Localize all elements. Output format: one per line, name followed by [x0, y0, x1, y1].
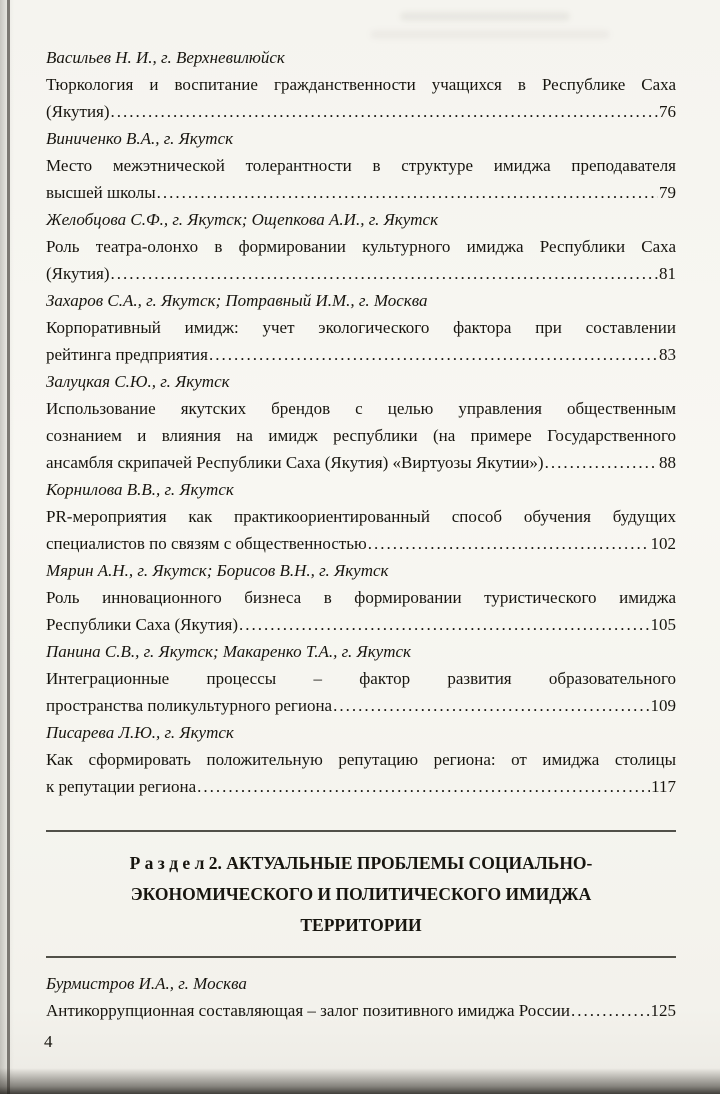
section-divider-bottom	[46, 956, 676, 958]
toc-entry-page-number: 105	[650, 615, 676, 634]
toc-entry	[46, 206, 676, 287]
section-heading-line: Р а з д е л 2. АКТУАЛЬНЫЕ ПРОБЛЕМЫ СОЦИАЛЬНО-	[129, 853, 593, 873]
section-heading-line: ТЕРРИТОРИИ	[300, 915, 422, 935]
toc-entry	[46, 368, 676, 476]
dot-leader	[333, 692, 649, 719]
toc-entry-title-last-line	[46, 179, 676, 206]
dot-leader	[545, 449, 658, 476]
toc-entry-authors: Васильев Н. И., г. Верхневилюйск	[46, 48, 285, 67]
toc-entry-page-number: 81	[659, 264, 676, 283]
toc-entry-title-line: Корпоративный имидж: учет экологического фактора при составлении	[46, 318, 676, 337]
toc-entry	[46, 44, 676, 125]
toc-entry-authors: Панина С.В., г. Якутск; Макаренко Т.А., г. Якутск	[46, 642, 411, 661]
section-heading-line: ЭКОНОМИЧЕСКОГО И ПОЛИТИЧЕСКОГО ИМИДЖА	[130, 884, 592, 904]
toc-entry-title-text: рейтинга предприятия	[46, 345, 208, 364]
toc-entry-authors: Корнилова В.В., г. Якутск	[46, 480, 234, 499]
page-number: 4	[44, 1032, 53, 1051]
toc-entry-title-line: Как сформировать положительную репутацию региона: от имиджа столицы	[46, 750, 676, 769]
scan-bleed-through	[400, 12, 570, 21]
toc-entry-title-last-line	[46, 98, 676, 125]
toc-entry	[46, 476, 676, 557]
toc-entry-title-line: Использование якутских брендов с целью управления общественным	[46, 399, 676, 418]
dot-leader	[111, 260, 658, 287]
toc-entry-title-last-line	[46, 692, 676, 719]
toc-entry-authors: Писарева Л.Ю., г. Якутск	[46, 723, 234, 742]
scan-bleed-through	[370, 30, 610, 39]
toc-entry-title-text: Антикоррупционная составляющая – залог позитивного имиджа России	[46, 1001, 570, 1020]
toc-entry-authors: Залуцкая С.Ю., г. Якутск	[46, 372, 230, 391]
section-divider-top	[46, 830, 676, 832]
toc-entry	[46, 970, 676, 1024]
toc-entry-title-line: Тюркология и воспитание гражданственности учащихся в Республике Саха	[46, 75, 676, 94]
toc-entry-title-last-line	[46, 449, 676, 476]
toc-entry	[46, 638, 676, 719]
toc-entry-page-number: 79	[659, 183, 676, 202]
toc-entry-title-line: PR-мероприятия как практикоориентированный способ обучения будущих	[46, 507, 676, 526]
dot-leader	[111, 98, 658, 125]
toc-entry	[46, 125, 676, 206]
toc-entry-page-number: 83	[659, 345, 676, 364]
toc-entry-title-line: Интеграционные процессы – фактор развития образовательного	[46, 669, 676, 688]
toc-entry-title-text: к репутации региона	[46, 777, 197, 796]
toc-entry-page-number: 102	[650, 534, 676, 553]
toc-entry-authors: Захаров С.А., г. Якутск; Потравный И.М., г. Москва	[46, 291, 428, 310]
dot-leader	[197, 773, 650, 800]
toc-entry	[46, 719, 676, 800]
dot-leader	[209, 341, 658, 368]
toc-page-content	[46, 44, 676, 1024]
toc-entry-title-text: специалистов по связям с общественностью	[46, 534, 367, 553]
toc-entry-title-text: пространства поликультурного региона	[46, 696, 333, 715]
toc-entry-authors: Мярин А.Н., г. Якутск; Борисов В.Н., г. Якутск	[46, 561, 389, 580]
toc-entry-title-last-line	[46, 341, 676, 368]
toc-entry-title-line: сознанием и влияния на имидж республики (на примере Государственного	[46, 426, 676, 445]
dot-leader	[157, 179, 658, 206]
toc-entry-title-text: (Якутия)	[46, 264, 110, 283]
section-2-entries	[46, 970, 676, 1024]
toc-entry-title-line: Место межэтнической толерантности в структуре имиджа преподавателя	[46, 156, 676, 175]
toc-entry-title-last-line	[46, 260, 676, 287]
toc-entry-title-last-line	[46, 530, 676, 557]
toc-entry-title-line: Роль театра-олонхо в формировании культурного имиджа Республики Саха	[46, 237, 676, 256]
dot-leader	[239, 611, 649, 638]
toc-entry-title-text: Республики Саха (Якутия)	[46, 615, 239, 634]
toc-entry-page-number: 125	[650, 1001, 676, 1020]
toc-entry-authors: Виниченко В.А., г. Якутск	[46, 129, 234, 148]
toc-entry-title-last-line	[46, 773, 676, 800]
dot-leader	[368, 530, 650, 557]
toc-entry-page-number: 117	[651, 777, 676, 796]
toc-entry-authors: Бурмистров И.А., г. Москва	[46, 974, 247, 993]
scan-edge-left	[7, 0, 10, 1094]
toc-entry-title-text: высшей школы	[46, 183, 156, 202]
toc-entry-page-number: 109	[650, 696, 676, 715]
toc-entry-title-line: Роль инновационного бизнеса в формировании туристического имиджа	[46, 588, 676, 607]
dot-leader	[571, 997, 650, 1024]
table-of-contents	[46, 44, 676, 800]
toc-entry-page-number: 76	[659, 102, 676, 121]
toc-entry-title-last-line	[46, 997, 676, 1024]
scan-edge-bottom	[0, 1068, 720, 1094]
toc-entry-page-number: 88	[659, 453, 676, 472]
toc-entry-title-text: (Якутия)	[46, 102, 110, 121]
section-heading	[46, 848, 676, 941]
toc-entry-authors: Желобцова С.Ф., г. Якутск; Ощепкова А.И., г. Якутск	[46, 210, 439, 229]
toc-entry	[46, 287, 676, 368]
toc-entry-title-text: ансамбля скрипачей Республики Саха (Якутия) «Виртуозы Якутии»)	[46, 453, 544, 472]
toc-entry	[46, 557, 676, 638]
toc-entry-title-last-line	[46, 611, 676, 638]
